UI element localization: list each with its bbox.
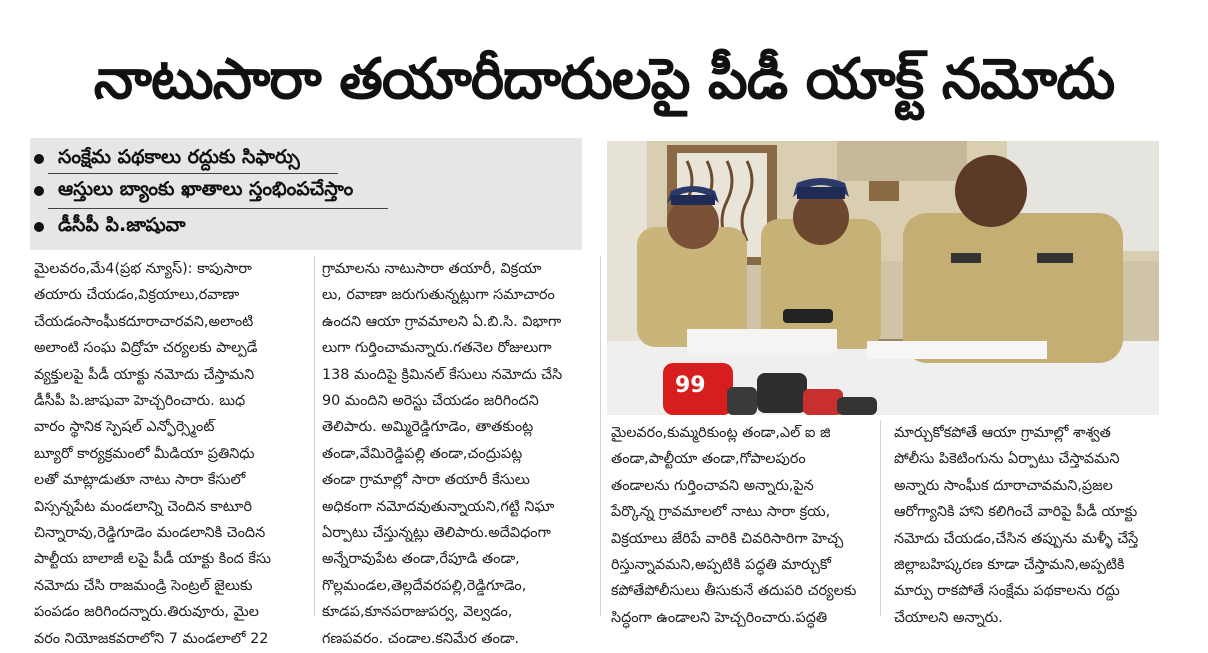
bullet-icon — [34, 222, 44, 232]
summary-text: సంక్షేమ పథకాలు రద్దుకు సిఫార్సు — [58, 145, 300, 168]
column-line: అన్నారు సాంఘీక దూరాచావమని,ప్రజల — [894, 477, 1113, 494]
article-column-2 — [322, 256, 592, 652]
column-line: నమోదు చేసి రాజమండ్రి సెంట్రల్ జైలుకు — [34, 577, 253, 594]
summary-line-3 — [34, 209, 186, 245]
column-line: చేయడంసాంఘీకదూరాచారవని,అలాంటి — [34, 313, 254, 330]
column-line: లు, రవాణా జరుగుతున్నట్లుగా సమాచారం — [322, 287, 555, 304]
column-line: మైలవరం,కుమ్మరికుంట్ల తండా,ఎల్ ఐ జి — [611, 425, 831, 441]
column-line: 138 మందిపై క్రిమినల్ కేసులు నమోదు చేసి — [322, 366, 563, 383]
column-line: తండా,పాల్టీయా తండా,గోపాలపురం — [611, 451, 806, 468]
column-line: సిద్ధంగా ఉండాలని హెచ్చరించారు.పద్ధతి — [611, 609, 828, 626]
summary-text: ఆస్తులు బ్యాంకు ఖాతాలు స్తంభింపచేస్తాం — [58, 177, 354, 200]
column-line: కపోతేపోలీసులు తీసుకునే తదుపరి చర్యలకు — [611, 583, 857, 600]
column-line: తెలిపారు. అమ్మిరెడ్డిగూడెం, తాతకుంట్ల — [322, 419, 534, 436]
bullet-icon — [34, 154, 44, 164]
column-line: బ్యూరో కార్యక్రమంలో మీడియా ప్రతినిధు — [34, 445, 255, 462]
summary-line-2 — [34, 173, 353, 209]
article-column-1 — [34, 256, 304, 652]
column-line: వ్యక్తులపై పీడీ యాక్టు నమోదు చేస్తామని — [34, 366, 255, 383]
column-divider — [314, 256, 315, 616]
column-divider — [600, 256, 601, 616]
column-divider — [880, 420, 881, 616]
summary-line-1 — [34, 141, 300, 177]
column-line: తండా గ్రామాల్లో సారా తయారీ కేసులు — [322, 472, 530, 489]
column-line: వారం స్థానిక స్పెషల్ ఎన్ఫోర్స్మెంట్ — [34, 419, 215, 436]
column-line: మార్పు రాకపోతే సంక్షేమ పథకాలను రద్దు — [894, 583, 1120, 600]
column-line: గొల్లమండల,తెల్లదేవరపల్లి,రెడ్డిగూడెం, — [322, 577, 527, 594]
bullet-icon — [34, 186, 44, 196]
column-line: 90 మందిని అరెస్టు చేయడం జరిగిందని — [322, 393, 539, 410]
headline: నాటుసారా తయారీదారులపై పీడీ యాక్ట్ నమోదు — [93, 47, 1115, 112]
column-line: అలాంటి సంఘ విద్రోహ చర్యలకు పాల్పడే — [34, 340, 258, 357]
column-line: పంపడం జరిగిందన్నారు.తిరువూరు, మైల — [34, 604, 259, 621]
column-line: మైలవరం,మే4(ప్రభ న్యూస్): కాపుసారా — [34, 261, 252, 277]
channel-logo: 99 — [675, 373, 706, 398]
column-line: చేయాలని అన్నారు. — [894, 609, 1003, 626]
column-line: లతో మాట్లాడుతూ నాటు సారా కేసులో — [34, 472, 246, 489]
column-line: డీసీపీ పి.జాషువా హెచ్చరించారు. బుధ — [34, 393, 246, 410]
column-line: గణపవరం. చండాల.కనిమేర తండా. — [322, 630, 520, 647]
column-line: వరం నియోజకవరాలోని 7 మండలాలో 22 — [34, 630, 269, 647]
article-column-3 — [611, 420, 871, 631]
column-line: విక్రయాలు జేరిపే వారికి చివరిసారిగా హెచ్చ — [611, 530, 844, 547]
column-line: పాల్టీయ బాలాజీ లపై పీడీ యాక్టు కింద కేసు — [34, 551, 271, 568]
column-line: నమోదు చేయడం,చేసిన తప్పును మళ్ళీ చేస్తే — [894, 530, 1139, 547]
column-line: జిల్లాబహిష్కరణ కూడా చేస్తామని,అప్పటికి — [894, 557, 1125, 574]
column-line: తండా,వేమిరెడ్డిపల్లి తండా,చంద్రుపట్ల — [322, 445, 523, 462]
column-line: మార్చుకోకపోతే ఆయా గ్రామాల్లో శాశ్వత — [894, 425, 1111, 441]
column-line: చిన్నారావు,రెడ్డిగూడెం మండలానికి చెందిన — [34, 525, 266, 542]
summary-text: డీసీపీ పి.జాషువా — [58, 213, 186, 236]
column-line: తయారు చేయడం,విక్రయాలు,రవాణా — [34, 287, 240, 304]
column-line: లుగా గుర్తించామన్నారు.గతనెల రోజులుగా — [322, 340, 552, 357]
column-line: తండాలను గుర్తించావని అన్నారు,పైన — [611, 477, 814, 494]
column-line: కూడప,కూనపరాజుపర్వ, వెల్వడం, — [322, 604, 513, 621]
press-meet-photo — [607, 141, 1159, 415]
column-line: ఉందని ఆయా గ్రావమాలని ఏ.బి.సి. విభాగా — [322, 313, 562, 330]
column-line: ఏర్పాటు చేస్తున్నట్లు తెలిపారు.అదేవిధంగా — [322, 525, 551, 542]
column-line: రిస్తున్నావమని,అప్పటికి పద్ధతి మార్చుకో — [611, 557, 832, 574]
column-line: పేర్కొన్న గ్రావమాలలో నాటు సారా క్రయ, — [611, 504, 831, 521]
column-line: విస్సన్నపేట మండలాన్ని చెందిన కాటూరి — [34, 498, 253, 515]
column-line: పోలీసు పికెటింగును ఏర్పాటు చేస్తావమని — [894, 451, 1120, 468]
column-line: అధికంగా నమోదవుతున్నాయని,గట్టి నిఘా — [322, 498, 555, 515]
column-line: గ్రామాలను నాటుసారా తయారీ, విక్రయా — [322, 261, 542, 277]
article-column-4 — [894, 420, 1159, 631]
column-line: అన్నేరావుపేట తండా,రేపూడి తండా, — [322, 551, 520, 568]
column-line: ఆరోగ్యానికి హాని కలిగించే వారిపై పీడీ యాక్టు — [894, 504, 1138, 521]
